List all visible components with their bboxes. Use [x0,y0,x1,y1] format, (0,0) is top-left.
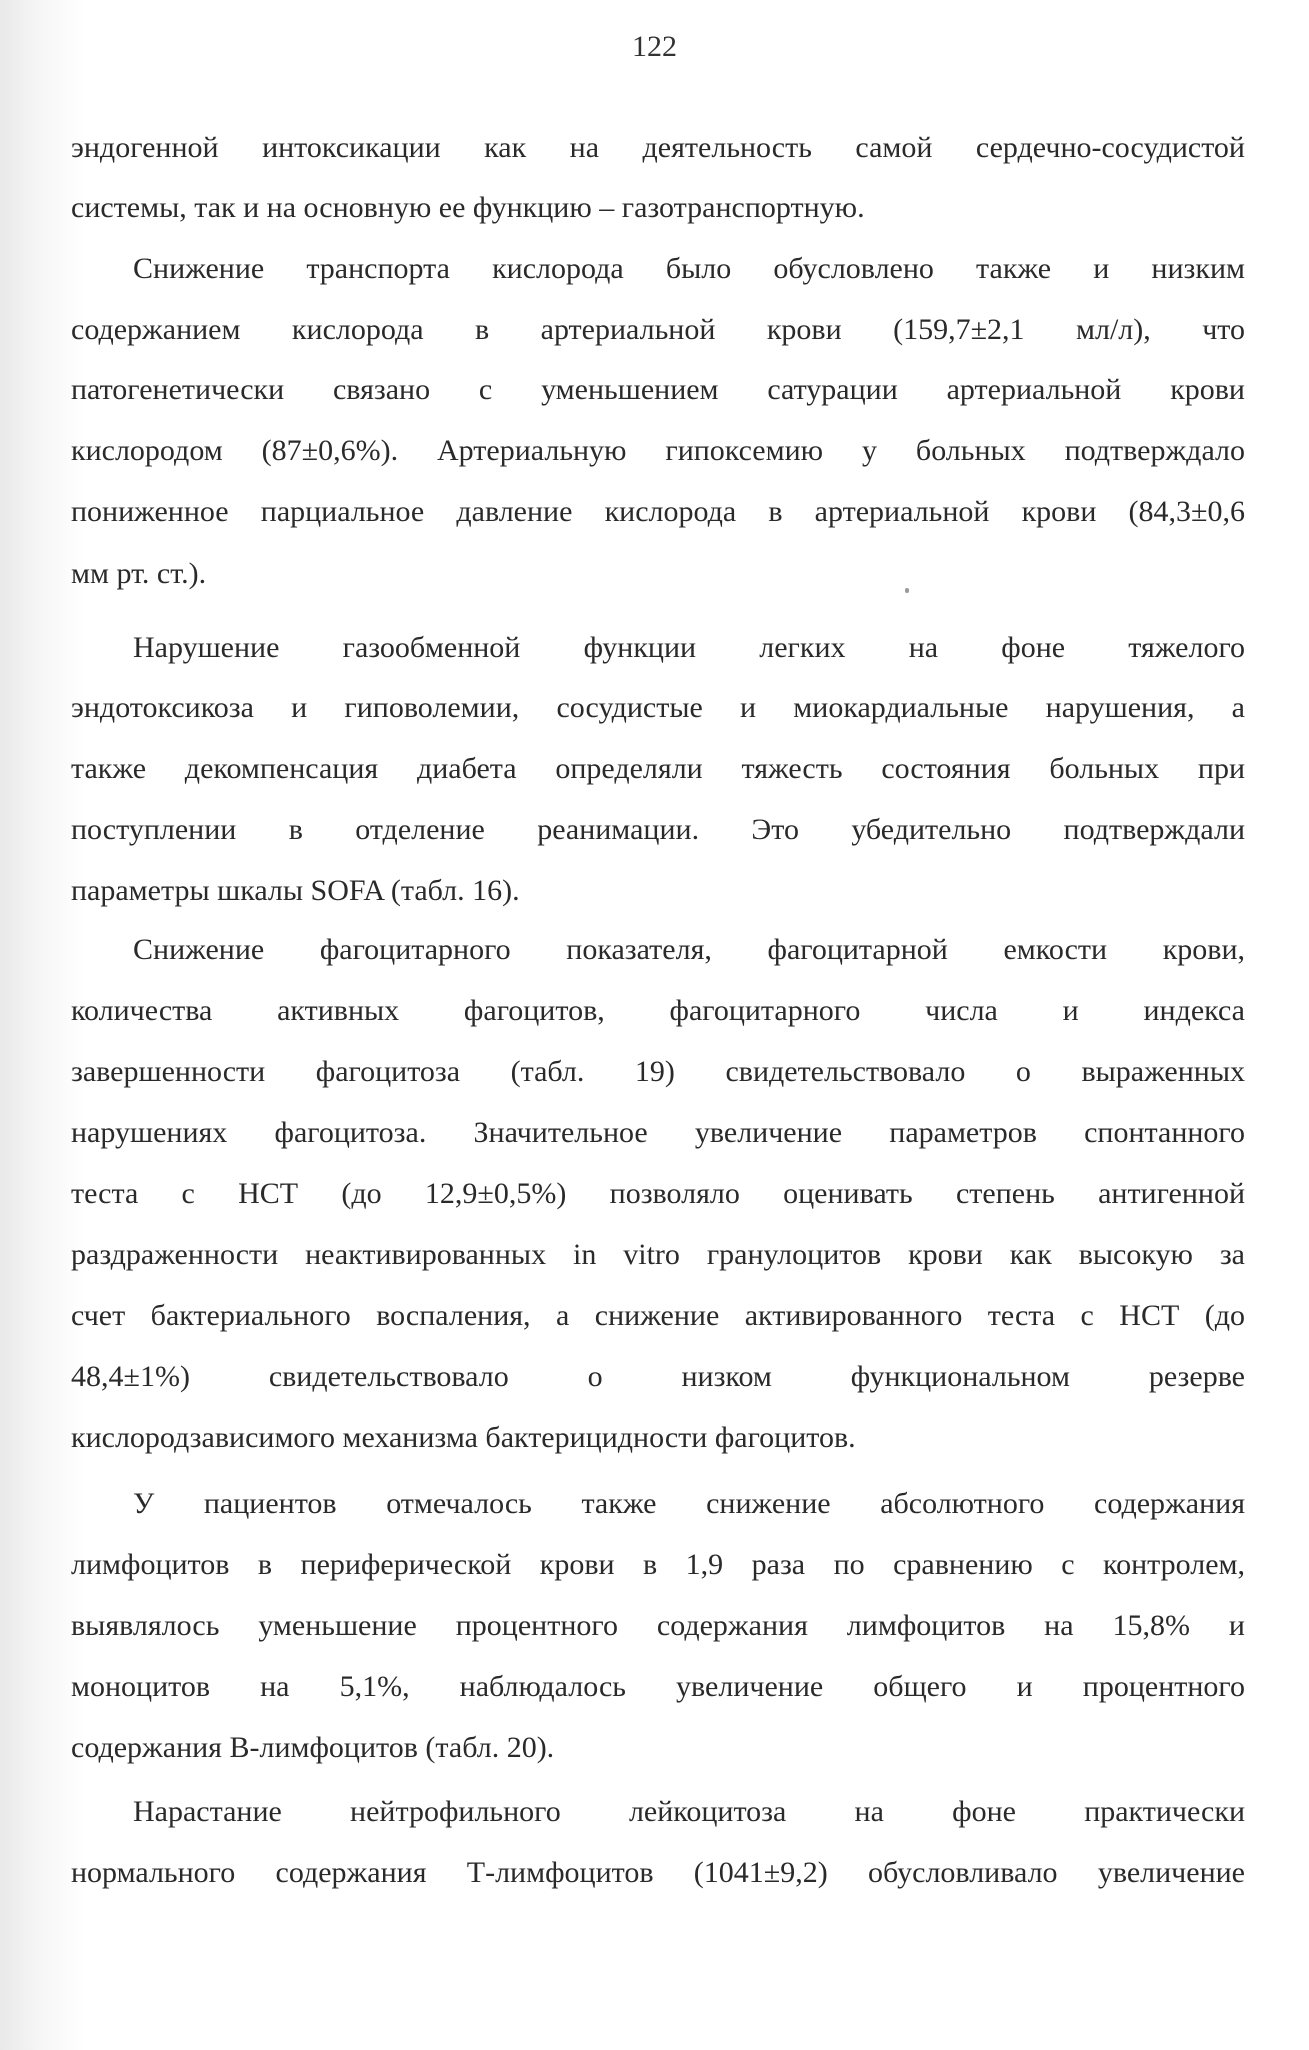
text-line: нормального содержания Т-лимфоцитов (1041±9,2) обусловливало увеличение [71,1856,1245,1889]
text-line: выявлялось уменьшение процентного содержания лимфоцитов на 15,8% и [71,1609,1245,1642]
text-line: количества активных фагоцитов, фагоцитарного числа и индекса [71,994,1245,1027]
text-line: лимфоцитов в периферической крови в 1,9 раза по сравнению с контролем, [71,1548,1245,1581]
text-line: эндотоксикоза и гиповолемии, сосудистые и миокардиальные нарушения, а [71,691,1245,724]
text-line: раздраженности неактивированных in vitro гранулоцитов крови как высокую за [71,1238,1245,1271]
scan-speck [905,588,909,593]
text-line: кислородом (87±0,6%). Артериальную гипоксемию у больных подтверждало [71,434,1245,467]
text-line: параметры шкалы SOFA (табл. 16). [71,874,520,907]
text-line: поступлении в отделение реанимации. Это убедительно подтверждали [71,813,1245,846]
text-line: У пациентов отмечалось также снижение абсолютного содержания [133,1487,1245,1520]
text-line: теста с НСТ (до 12,9±0,5%) позволяло оценивать степень антигенной [71,1177,1245,1210]
text-line: счет бактериального воспаления, а снижение активированного теста с НСТ (до [71,1299,1245,1332]
text-line: Снижение фагоцитарного показателя, фагоцитарной емкости крови, [133,933,1245,966]
text-line: Нарастание нейтрофильного лейкоцитоза на фоне практически [133,1795,1245,1828]
text-line: нарушениях фагоцитоза. Значительное увеличение параметров спонтанного [71,1116,1245,1149]
text-line: содержанием кислорода в артериальной крови (159,7±2,1 мл/л), что [71,313,1245,346]
text-line: также декомпенсация диабета определяли тяжесть состояния больных при [71,752,1245,785]
text-line: Нарушение газообменной функции легких на фоне тяжелого [133,631,1245,664]
text-line: пониженное парциальное давление кислорода в артериальной крови (84,3±0,6 [71,495,1245,528]
text-line: 48,4±1%) свидетельствовало о низком функциональном резерве [71,1360,1245,1393]
text-line: мм рт. ст.). [71,557,207,590]
text-line: моноцитов на 5,1%, наблюдалось увеличение общего и процентного [71,1670,1245,1703]
text-line: эндогенной интоксикации как на деятельность самой сердечно-сосудистой [71,131,1245,164]
text-line: системы, так и на основную ее функцию – газотранспортную. [71,191,865,224]
text-line: кислородзависимого механизма бактерицидности фагоцитов. [71,1421,856,1454]
text-line: Снижение транспорта кислорода было обусловлено также и низким [133,252,1245,285]
text-line: содержания В-лимфоцитов (табл. 20). [71,1731,555,1764]
page-number: 122 [632,30,677,63]
text-line: патогенетически связано с уменьшением сатурации артериальной крови [71,373,1245,406]
text-line: завершенности фагоцитоза (табл. 19) свидетельствовало о выраженных [71,1055,1245,1088]
